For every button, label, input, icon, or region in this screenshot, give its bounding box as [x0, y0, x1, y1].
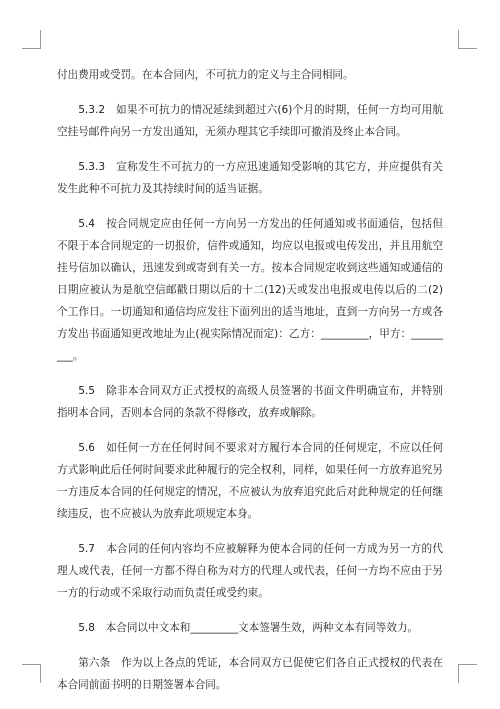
crop-mark-top-right	[458, 30, 477, 49]
clause-5-8: 5.8 本合同以中文本和_________文本签署生效，两种文本有同等效力。	[78, 622, 419, 634]
clause-5-4: 5.4 按合同规定应由任何一方向另一方发出的任何通知或书面通信，包括但不限于本合同规定的一切报价，信件或通知，均应以电报或电传发出，并且用航空挂号信加以确认，迅速发到或寄到有关一方。按本合同规定收到这些通知或通信的日期应被认为是航空信邮戳日期以后的十二(12)天或发出电报或电传以后的二(2)个工作日。一切通知和通信均应发往下面列出的适当地址，直到一方向另一方或各方发出书面通知更改地址为止(视实际情况而定)：乙方：_________，甲方：_________。	[57, 218, 443, 362]
clause-5-5: 5.5 除非本合同双方正式授权的高级人员签署的书面文件明确宣布，并特别指明本合同，否则本合同的条款不得修改，放弃或解除。	[57, 385, 443, 419]
crop-mark-top-left	[22, 30, 41, 49]
crop-mark-bottom-left	[22, 664, 41, 683]
article-6: 第六条 作为以上各点的凭证，本合同双方已促使它们各自正式授权的代表在本合同前面书明的日期签署本合同。	[57, 657, 443, 691]
paragraph-continuation: 付出费用或受罚。在本合同内，不可抗力的定义与主合同相同。	[57, 69, 354, 81]
clause-5-7: 5.7 本合同的任何内容均不应被解释为使本合同的任何一方成为另一方的代理人或代表，任何一方都不得自称为对方的代理人或代表，任何一方均不应由于另一方的行动或不采取行动而负责任或受约束。	[57, 543, 443, 599]
clause-5-6: 5.6 如任何一方在任何时间不要求对方履行本合同的任何规定，不应以任何方式影响此后任何时间要求此种履行的完全权利，同样，如果任何一方放弃追究另一方违反本合同的任何规定的情况，不应被认为放弃追究此后对此种规定的任何继续违反，也不应被认为放弃此项规定本身。	[57, 442, 443, 520]
crop-mark-bottom-right	[458, 664, 477, 683]
clause-5-3-2: 5.3.2 如果不可抗力的情况延续到超过六(6)个月的时期，任何一方均可用航空挂号邮件向另一方发出通知，无须办理其它手续即可撤消及终止本合同。	[57, 104, 443, 138]
document-body	[57, 64, 443, 709]
clause-5-3-3: 5.3.3 宣称发生不可抗力的一方应迅速通知受影响的其它方，并应提供有关发生此种不可抗力及其持续时间的适当证据。	[57, 161, 443, 195]
